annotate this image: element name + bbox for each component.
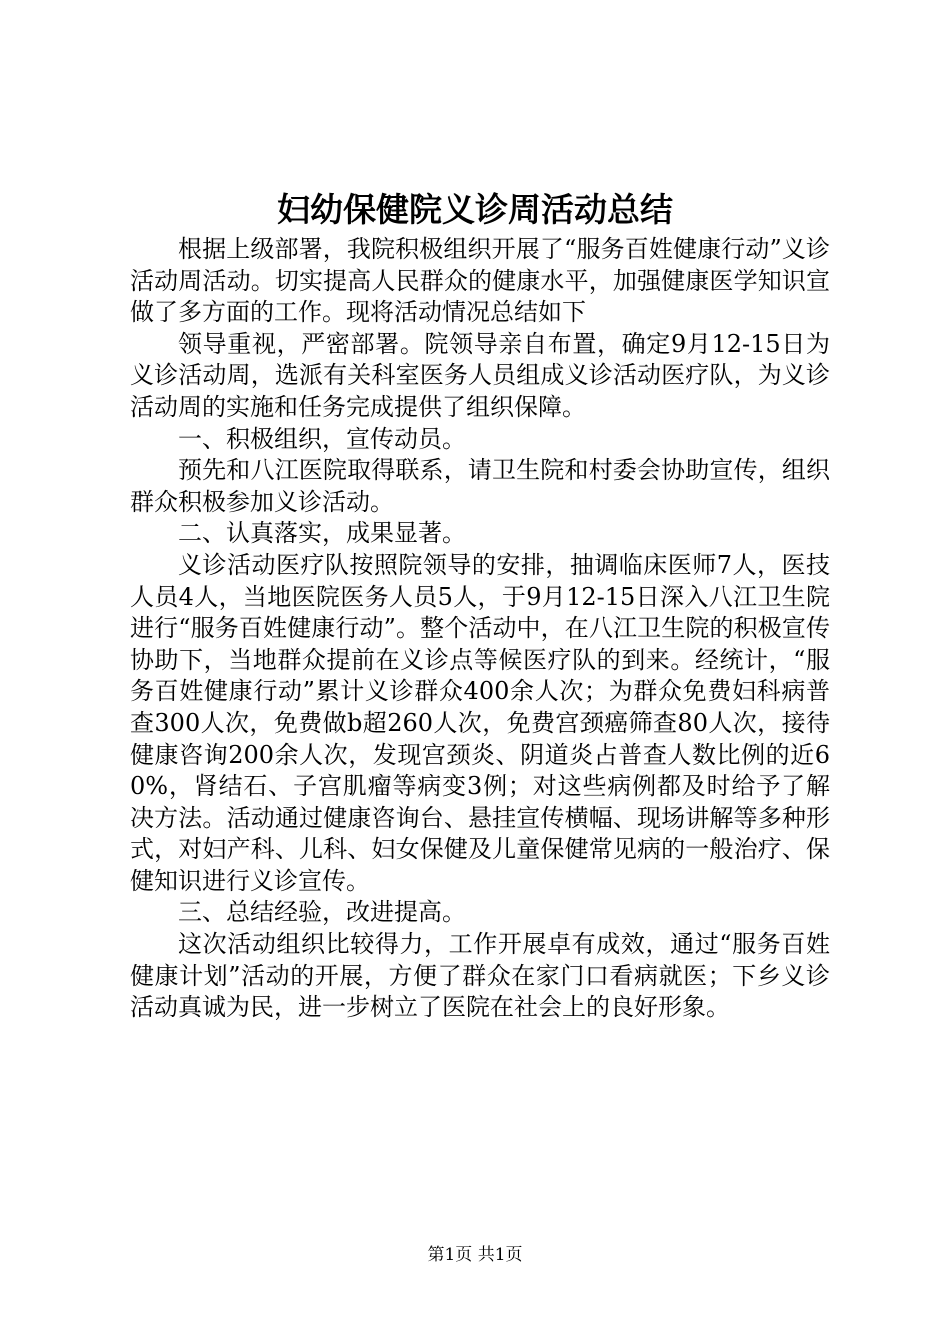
section-heading-1: 一、积极组织，宣传动员。 <box>178 424 466 453</box>
section-heading-3: 三、总结经验，改进提高。 <box>178 898 466 927</box>
paragraph-organize: 预先和八江医院取得联系，请卫生院和村委会协助宣传，组织群众积极参加义诊活动。 <box>130 456 830 516</box>
page-footer: 第1页 共1页 <box>427 1245 523 1265</box>
paragraph-intro: 根据上级部署，我院积极组织开展了“服务百姓健康行动”义诊活动周活动。切实提高人民群众的健康水平，加强健康医学知识宣做了多方面的工作。现将活动情况总结如下 <box>130 235 830 327</box>
paragraph-summary: 这次活动组织比较得力，工作开展卓有成效，通过“服务百姓健康计划”活动的开展，方便了群众在家门口看病就医；下乡义诊活动真诚为民，进一步树立了医院在社会上的良好形象。 <box>130 930 830 1022</box>
paragraph-results: 义诊活动医疗队按照院领导的安排，抽调临床医师7人，医技人员4人，当地医院医务人员5人，于9月12-15日深入八江卫生院进行“服务百姓健康行动”。整个活动中，在八江卫生院的积极宣传协助下，当地群众提前在义诊点等候医疗队的到来。经统计，“服务百姓健康行动”累计义诊群众400余人次；为群众免费妇科病普查300人次，免费做b超260人次，免费宫颈癌筛查80人次，接待健康咨询200余人次，发现宫颈炎、阴道炎占普查人数比例的近60%，肾结石、子宫肌瘤等病变3例；对这些病例都及时给予了解决方法。活动通过健康咨询台、悬挂宣传横幅、现场讲解等多种形式，对妇产科、儿科、妇女保健及儿童保健常见病的一般治疗、保健知识进行义诊宣传。 <box>130 550 830 895</box>
paragraph-leadership: 领导重视，严密部署。院领导亲自布置，确定9月12-15日为义诊活动周，选派有关科室医务人员组成义诊活动医疗队，为义诊活动周的实施和任务完成提供了组织保障。 <box>130 329 830 421</box>
document-title: 妇幼保健院义诊周活动总结 <box>277 190 673 229</box>
section-heading-2: 二、认真落实，成果显著。 <box>178 519 466 548</box>
document-body <box>130 234 830 1024</box>
